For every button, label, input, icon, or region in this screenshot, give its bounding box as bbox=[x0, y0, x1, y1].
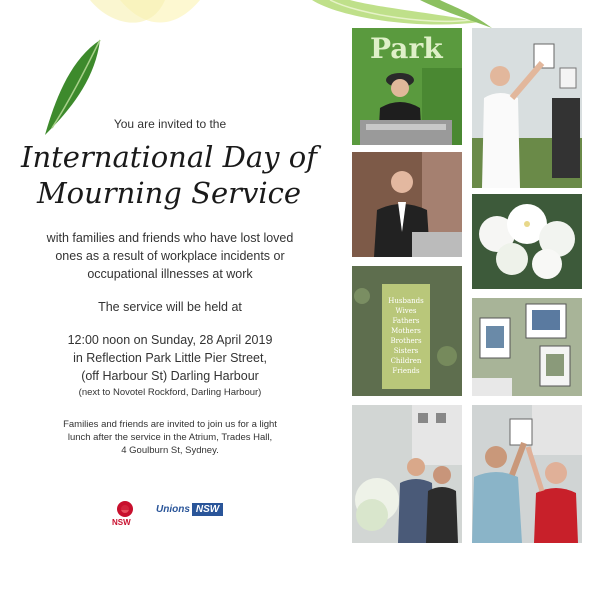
nsw-logo-text: NSW bbox=[112, 518, 131, 527]
lunch-line: 4 Goulburn St, Sydney. bbox=[121, 445, 219, 456]
photo-speaker-woman bbox=[352, 28, 462, 145]
time-location bbox=[20, 331, 320, 385]
banner-word: Children bbox=[390, 357, 422, 365]
banner-word: Wives bbox=[395, 307, 417, 315]
held-line: The service will be held at bbox=[98, 300, 242, 314]
title-line-1: International Day of bbox=[21, 140, 317, 174]
lunch-line: lunch after the service in the Atrium, Trades Hall, bbox=[67, 432, 273, 443]
photo-hanging-portraits bbox=[472, 298, 582, 396]
banner-word: Mothers bbox=[391, 327, 421, 335]
unions-logo-nsw: NSW bbox=[192, 503, 223, 516]
photo-couple-hanging-photo bbox=[472, 405, 582, 543]
unions-nsw-logo bbox=[156, 504, 223, 515]
photo-white-lilies bbox=[472, 194, 582, 289]
next-to-line: (next to Novotel Rockford, Darling Harbour) bbox=[78, 387, 262, 398]
title-line-2: Mourning Service bbox=[36, 176, 302, 210]
nsw-government-logo bbox=[110, 498, 140, 530]
banner-word: Brothers bbox=[390, 337, 422, 345]
photo-boy-hanging-photo bbox=[472, 28, 582, 188]
waratah-icon bbox=[110, 498, 140, 520]
families-text bbox=[20, 229, 320, 283]
lunch-text bbox=[20, 418, 320, 457]
logos bbox=[110, 498, 310, 530]
unions-logo-text: Unions bbox=[156, 504, 190, 515]
banner-word: Fathers bbox=[392, 317, 420, 325]
photo-memorial-banner bbox=[352, 266, 462, 396]
memorial-banner-text bbox=[382, 296, 430, 376]
photo-flowers-crowd bbox=[352, 405, 462, 543]
banner-word: Husbands bbox=[388, 297, 424, 305]
location-line: (off Harbour St) Darling Harbour bbox=[81, 369, 259, 383]
park-banner-text: Park bbox=[370, 32, 443, 65]
location-line: in Reflection Park Little Pier Street, bbox=[73, 351, 267, 365]
families-line: occupational illnesses at work bbox=[87, 267, 253, 281]
families-line: ones as a result of workplace incidents or bbox=[55, 249, 285, 263]
lunch-line: Families and friends are invited to join us for a light bbox=[63, 419, 277, 430]
invite-line: You are invited to the bbox=[113, 117, 227, 131]
time-line: 12:00 noon on Sunday, 28 April 2019 bbox=[67, 333, 273, 347]
banner-word: Friends bbox=[392, 367, 420, 375]
photo-speaker-man bbox=[352, 152, 462, 257]
banner-word: Sisters bbox=[393, 347, 419, 355]
families-line: with families and friends who have lost loved bbox=[46, 231, 294, 245]
